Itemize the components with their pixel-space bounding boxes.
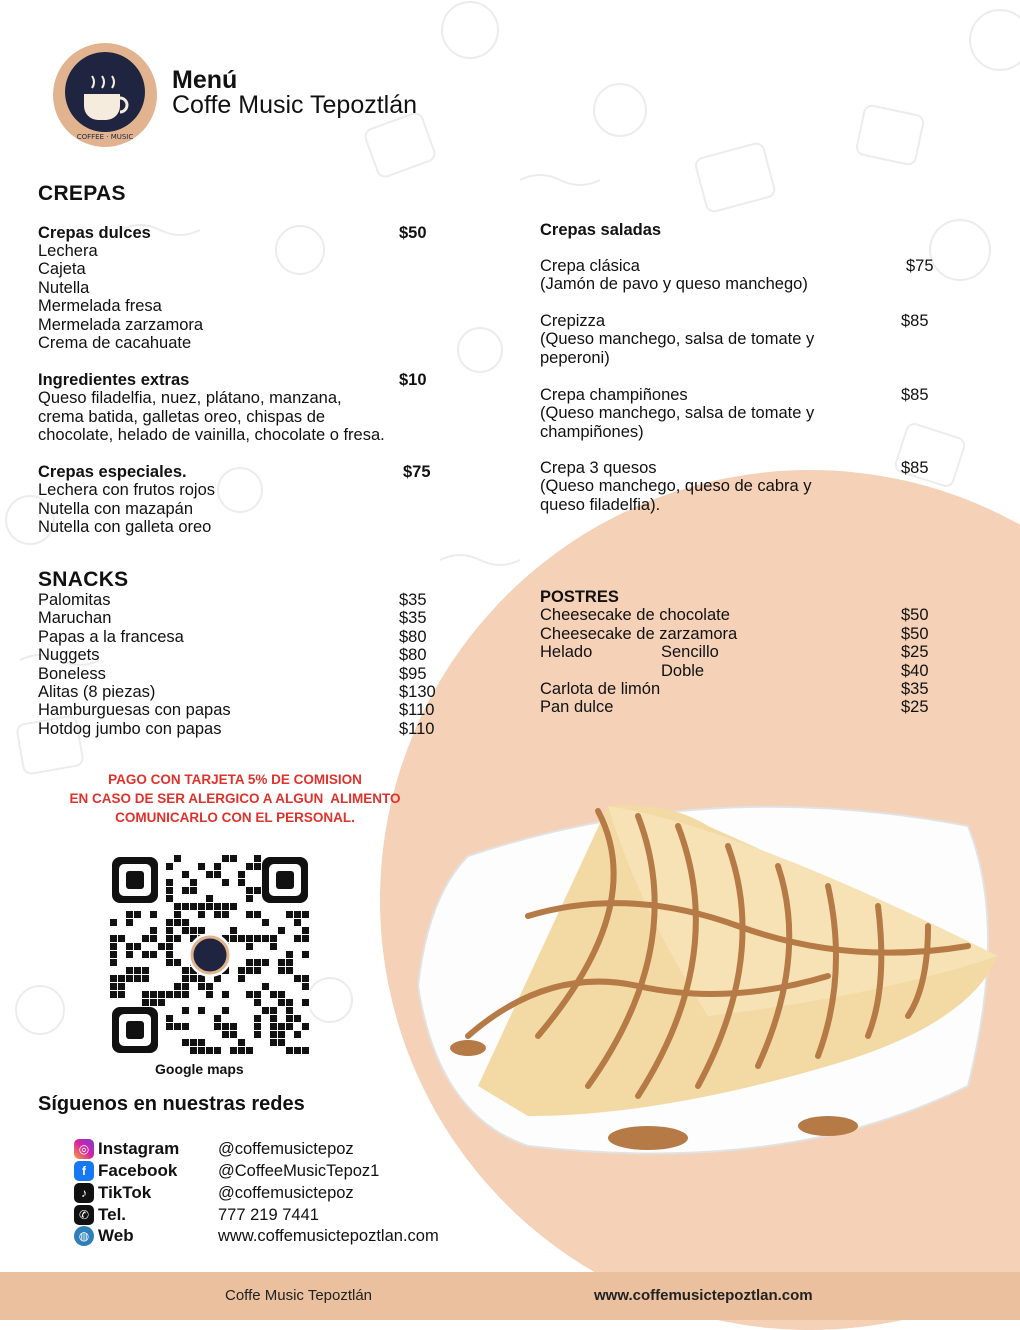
page-title: Menú xyxy=(172,66,238,94)
social-row-tiktok[interactable] xyxy=(74,1182,218,1204)
social-label: Instagram xyxy=(98,1139,180,1158)
postre-price: $40 xyxy=(901,661,929,680)
snack-name: Palomitas xyxy=(38,591,111,609)
extras-price: $10 xyxy=(399,371,427,389)
snack-name: Maruchan xyxy=(38,609,112,628)
salada-desc: peperoni) xyxy=(540,348,610,367)
salada-name: Crepa champiñones xyxy=(540,386,688,404)
postre-price: $25 xyxy=(901,698,929,717)
page-subtitle: Coffe Music Tepoztlán xyxy=(172,91,418,119)
snack-name: Boneless xyxy=(38,664,106,683)
list-item: Mermelada fresa xyxy=(38,297,162,316)
social-value[interactable]: 777 219 7441 xyxy=(218,1206,319,1224)
list-item: Crema de cacahuate xyxy=(38,334,192,352)
social-value[interactable]: www.coffemusictepoztlan.com xyxy=(218,1227,439,1245)
snack-price: $110 xyxy=(399,719,435,738)
salada-name: Crepizza xyxy=(540,312,606,330)
qr-code-icon[interactable] xyxy=(110,855,310,1055)
social-label: Tel. xyxy=(98,1205,127,1224)
phone-icon: ✆ xyxy=(74,1205,94,1225)
salada-name: Crepa 3 quesos xyxy=(540,459,657,477)
web-icon: ◍ xyxy=(74,1226,94,1246)
postre-name: Cheesecake de chocolate xyxy=(540,606,730,625)
social-label: TikTok xyxy=(98,1183,152,1202)
salada-desc: (Queso manchego, salsa de tomate y xyxy=(540,330,815,349)
social-label: Web xyxy=(98,1226,134,1245)
social-row-instagram[interactable] xyxy=(74,1138,218,1160)
especiales-title: Crepas especiales. xyxy=(38,463,187,481)
postre-variant: Doble xyxy=(661,661,705,680)
salada-desc: queso filadelfia). xyxy=(540,495,661,514)
snack-price: $35 xyxy=(399,609,427,628)
snack-name: Hotdog jumbo con papas xyxy=(38,719,222,738)
snack-price: $110 xyxy=(399,701,435,720)
salada-price: $85 xyxy=(901,312,929,330)
snack-name: Hamburguesas con papas xyxy=(38,701,231,720)
list-item: Nutella xyxy=(38,278,90,297)
snack-price: $80 xyxy=(399,627,427,646)
postre-price: $35 xyxy=(901,680,929,698)
list-item: Lechera con frutos rojos xyxy=(38,481,216,500)
extras-line: chocolate, helado de vainilla, chocolate o fresa. xyxy=(38,426,385,445)
extras-line: crema batida, galletas oreo, chispas de xyxy=(38,407,326,426)
social-row-web[interactable] xyxy=(74,1225,218,1247)
snack-name: Nuggets xyxy=(38,646,100,665)
list-item: Mermelada zarzamora xyxy=(38,315,204,334)
salada-price: $85 xyxy=(901,386,929,404)
list-item: Nutella con galleta oreo xyxy=(38,518,212,537)
svg-text:COFFEE · MUSIC: COFFEE · MUSIC xyxy=(76,133,134,141)
salada-desc: (Queso manchego, queso de cabra y xyxy=(540,477,812,496)
instagram-icon: ◎ xyxy=(74,1139,94,1159)
list-item: Lechera xyxy=(38,242,98,260)
crepas-dulces-title: Crepas dulces xyxy=(38,224,151,242)
notice-line: PAGO CON TARJETA 5% DE COMISION xyxy=(108,772,362,787)
salada-desc: (Queso manchego, salsa de tomate y xyxy=(540,404,815,423)
social-value[interactable]: @CoffeeMusicTepoz1 xyxy=(218,1162,380,1180)
section-heading-crepas: CREPAS xyxy=(38,182,126,205)
social-value[interactable]: @coffemusictepoz xyxy=(218,1184,354,1202)
snack-name: Alitas (8 piezas) xyxy=(38,683,156,701)
crepas-dulces-price: $50 xyxy=(399,224,427,242)
notice-line: COMUNICARLO CON EL PERSONAL. xyxy=(115,810,355,825)
salada-price: $75 xyxy=(906,257,934,275)
postre-price: $50 xyxy=(901,624,929,643)
salada-name: Crepa clásica xyxy=(540,257,640,275)
salada-desc: (Jamón de pavo y queso manchego) xyxy=(540,275,808,294)
snack-price: $130 xyxy=(399,683,436,701)
facebook-icon: f xyxy=(74,1161,94,1181)
salada-desc: champiñones) xyxy=(540,422,644,441)
footer-bar xyxy=(0,1272,1020,1320)
postre-name: Cheesecake de zarzamora xyxy=(540,624,738,643)
section-heading-snacks: SNACKS xyxy=(38,568,129,591)
list-item: Cajeta xyxy=(38,260,86,279)
qr-caption: Google maps xyxy=(155,1061,244,1077)
salada-price: $85 xyxy=(901,459,929,477)
tiktok-icon: ♪ xyxy=(74,1183,94,1203)
social-row-phone[interactable] xyxy=(74,1204,218,1226)
social-label: Facebook xyxy=(98,1161,178,1180)
especiales-price: $75 xyxy=(403,463,431,481)
snack-price: $35 xyxy=(399,591,427,609)
extras-title: Ingredientes extras xyxy=(38,371,190,389)
crepe-plate-image xyxy=(408,786,1012,1168)
footer-website[interactable]: www.coffemusictepoztlan.com xyxy=(594,1287,813,1304)
notice-line: EN CASO DE SER ALERGICO A ALGUN ALIMENTO xyxy=(69,791,401,806)
postre-name: Helado xyxy=(540,643,593,662)
social-heading: Síguenos en nuestras redes xyxy=(38,1093,305,1115)
social-value[interactable]: @coffemusictepoz xyxy=(218,1140,354,1158)
postre-name: Pan dulce xyxy=(540,698,614,717)
postre-name: Carlota de limón xyxy=(540,680,661,698)
postre-price: $50 xyxy=(901,606,929,625)
crepas-saladas-title: Crepas saladas xyxy=(540,221,662,239)
postre-price: $25 xyxy=(901,643,929,662)
extras-line: Queso filadelfia, nuez, plátano, manzana, xyxy=(38,389,342,408)
postre-variant: Sencillo xyxy=(661,643,719,662)
social-row-facebook[interactable] xyxy=(74,1160,218,1182)
snack-name: Papas a la francesa xyxy=(38,627,184,646)
snack-price: $95 xyxy=(399,664,427,683)
snack-price: $80 xyxy=(399,646,427,665)
list-item: Nutella con mazapán xyxy=(38,499,194,518)
cafe-logo-icon xyxy=(52,42,158,148)
footer-business-name: Coffe Music Tepoztlán xyxy=(225,1287,373,1304)
section-heading-postres: POSTRES xyxy=(540,588,619,606)
payment-allergy-notice xyxy=(40,770,430,827)
